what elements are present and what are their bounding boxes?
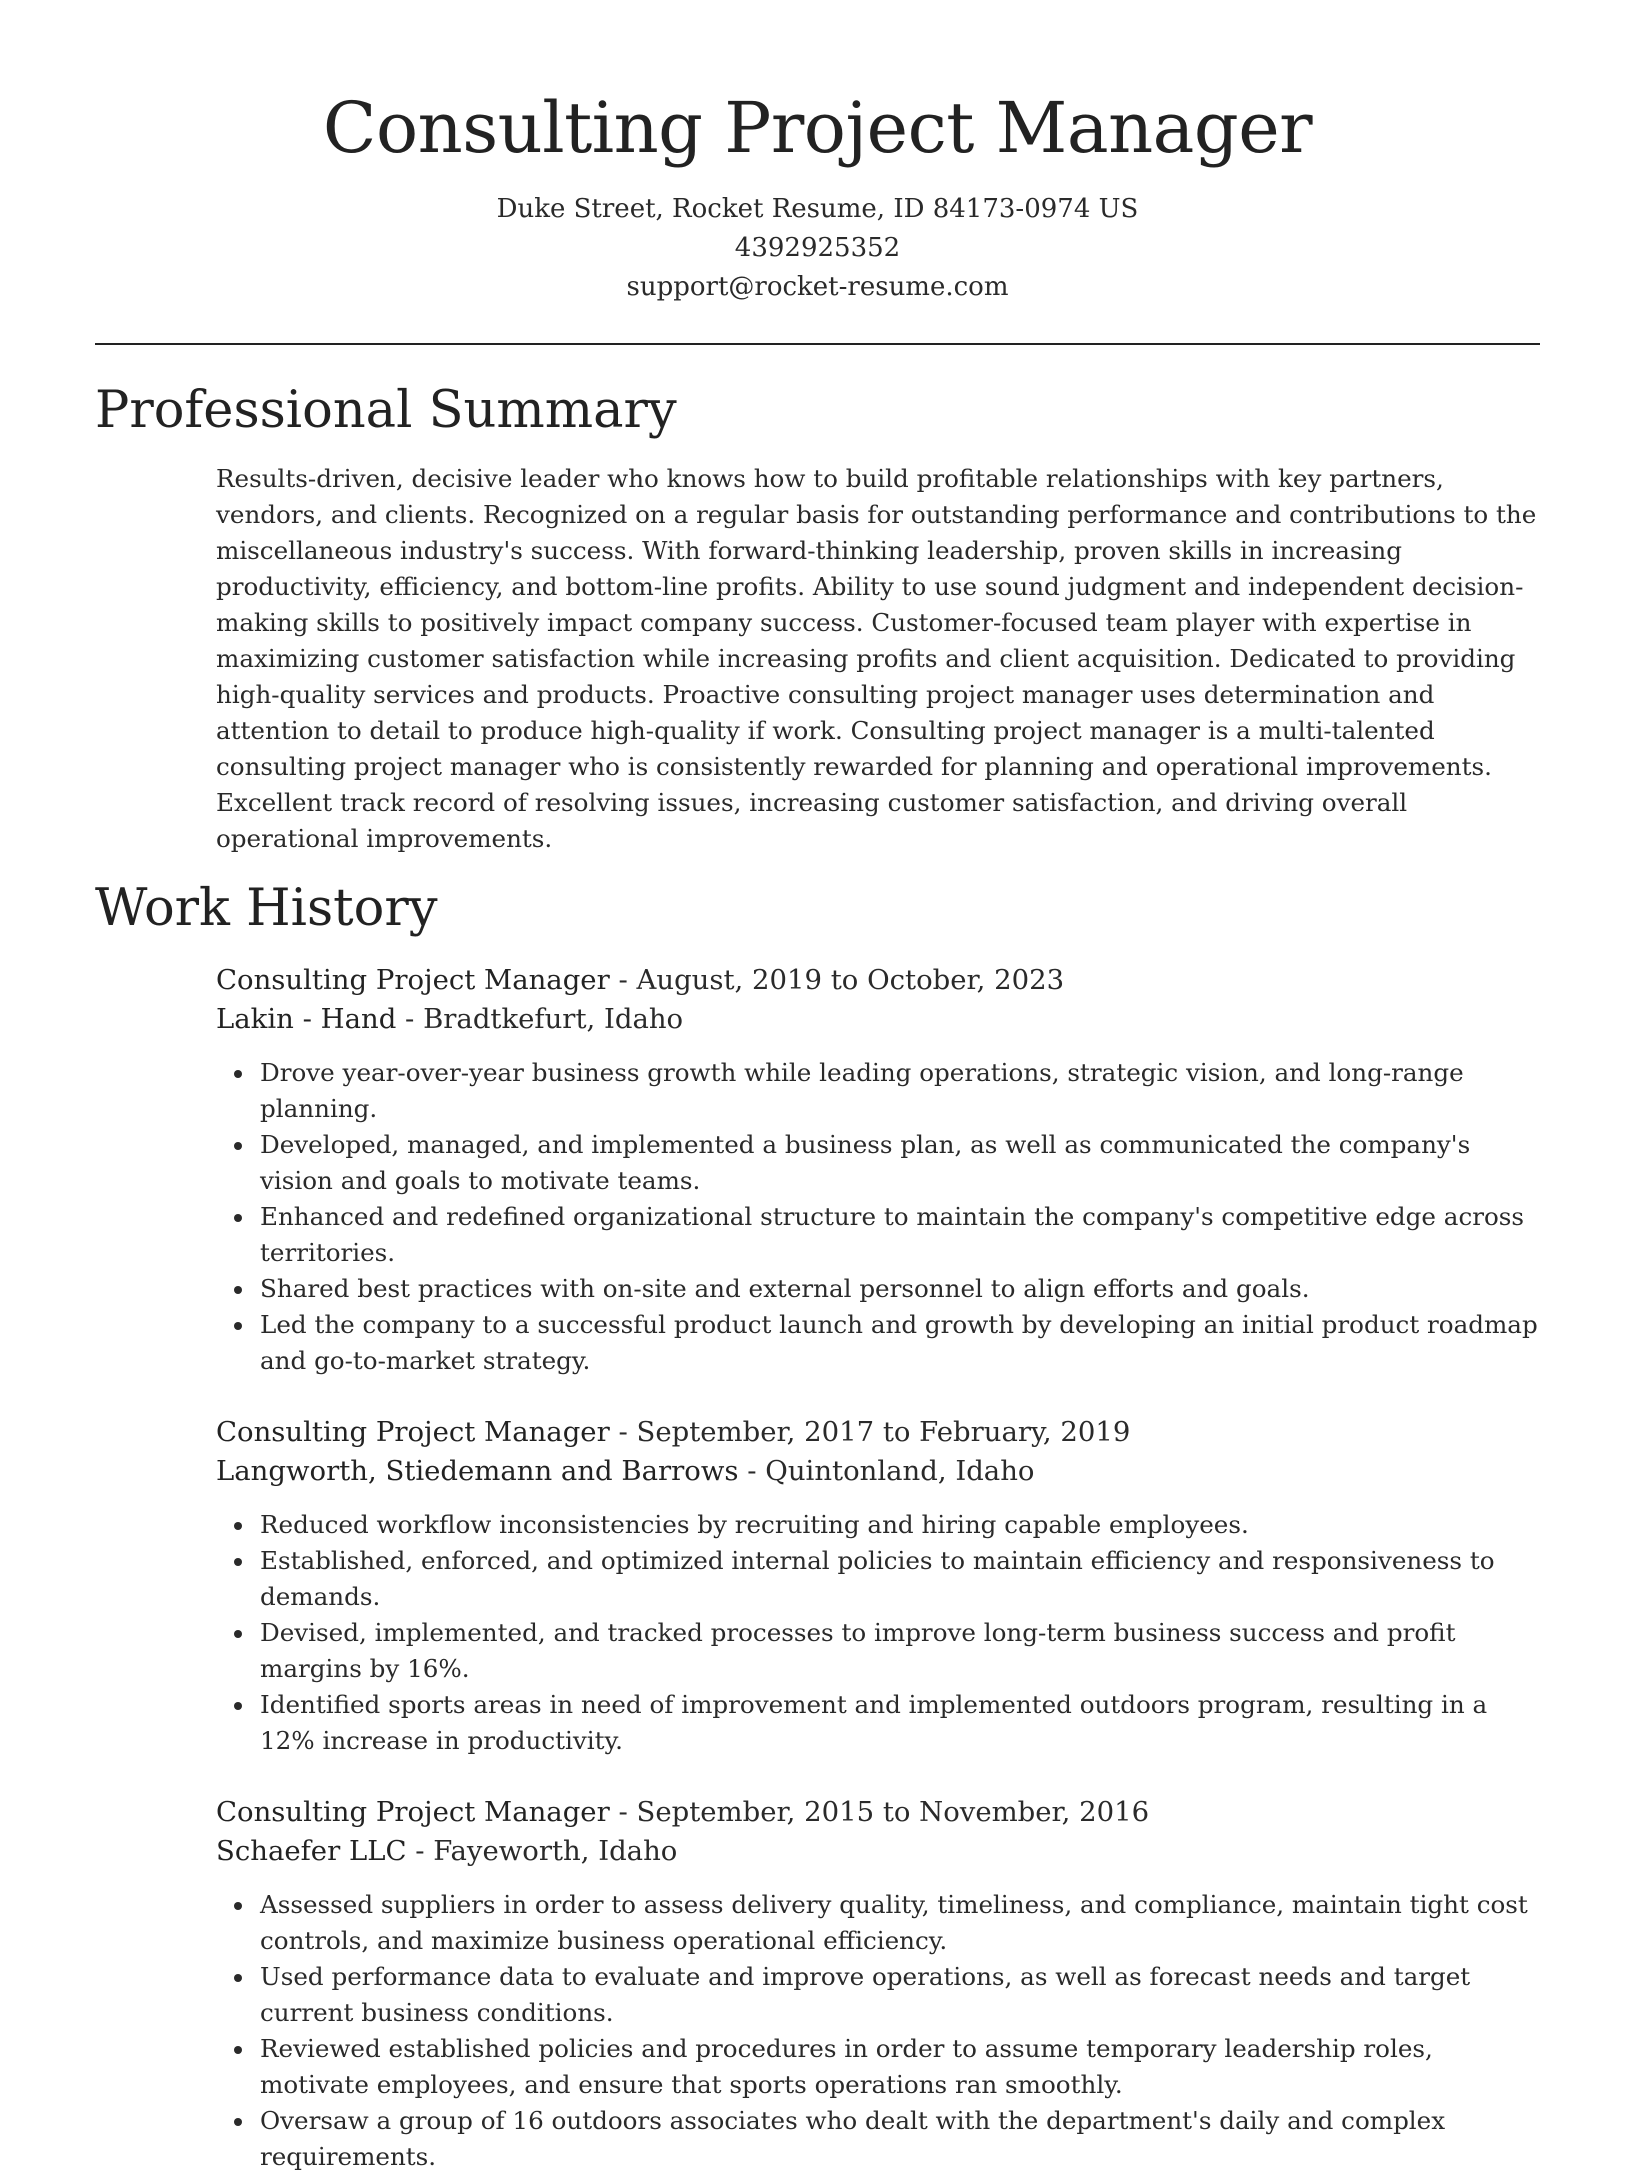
job-entry	[216, 1793, 1540, 2175]
bullet-item: Led the company to a successful product launch and growth by developing an initial product roadmap and go-to-market strategy.	[260, 1307, 1540, 1379]
summary-text: Results-driven, decisive leader who knows how to build profitable relationships with key partners, vendors, and clients. Recognized on a regular basis for outstanding performance and contributions to the miscellaneous industry's success. With forward-thinking leadership, proven skills in increasing productivity, efficiency, and bottom-line profits. Ability to use sound judgment and independent decision-making skills to positively impact company success. Customer-focused team player with expertise in maximizing customer satisfaction while increasing profits and client acquisition. Dedicated to providing high-quality services and products. Proactive consulting project manager uses determination and attention to detail to produce high-quality if work. Consulting project manager is a multi-talented consulting project manager who is consistently rewarded for planning and operational improvements. Excellent track record of resolving issues, increasing customer satisfaction, and driving overall operational improvements.	[216, 464, 1537, 853]
bullet-item: Used performance data to evaluate and improve operations, as well as forecast needs and target current business conditions.	[260, 1959, 1540, 2031]
job-title-line	[216, 1793, 1540, 1832]
bullet-item: Devised, implemented, and tracked processes to improve long-term business success and profit margins by 16%.	[260, 1615, 1540, 1687]
bullet-item: Oversaw a group of 16 outdoors associates who dealt with the department's daily and complex requirements.	[260, 2103, 1540, 2175]
job-bullets	[216, 1055, 1540, 1379]
phone-text: 4392925352	[734, 233, 901, 263]
address-text: Duke Street, Rocket Resume, ID 84173-0974 US	[496, 194, 1139, 224]
job-bullets	[216, 1887, 1540, 2175]
job-company: Schaefer LLC	[216, 1835, 407, 1867]
job-company: Lakin - Hand	[216, 1003, 397, 1035]
job-entry	[216, 1413, 1540, 1759]
bullet-item: Reduced workflow inconsistencies by recruiting and hiring capable employees.	[260, 1507, 1540, 1543]
header-divider	[95, 343, 1540, 345]
job-role: Consulting Project Manager	[216, 1796, 610, 1828]
bullet-item: Established, enforced, and optimized internal policies to maintain efficiency and responsiveness to demands.	[260, 1543, 1540, 1615]
bullet-item: Shared best practices with on-site and external personnel to align efforts and goals.	[260, 1271, 1540, 1307]
resume-page	[95, 0, 1540, 2171]
job-company: Langworth, Stiedemann and Barrows	[216, 1455, 739, 1487]
job-dates: - August, 2019 to October, 2023	[609, 964, 1065, 996]
job-location: - Quintonland, Idaho	[738, 1455, 1035, 1487]
job-title-line	[216, 961, 1540, 1000]
job-company-line	[216, 1452, 1540, 1491]
bullet-item: Enhanced and redefined organizational structure to maintain the company's competitive edge across territories.	[260, 1199, 1540, 1271]
job-entry	[216, 961, 1540, 1379]
job-role: Consulting Project Manager	[216, 1416, 610, 1448]
job-bullets	[216, 1507, 1540, 1759]
job-role: Consulting Project Manager	[216, 964, 610, 996]
job-location: - Bradtkefurt, Idaho	[396, 1003, 684, 1035]
job-title-line	[216, 1413, 1540, 1452]
email-text: support@rocket-resume.com	[626, 272, 1009, 302]
job-company-line	[216, 1000, 1540, 1039]
job-company-line	[216, 1832, 1540, 1871]
job-location: - Fayeworth, Idaho	[406, 1835, 678, 1867]
bullet-item: Drove year-over-year business growth while leading operations, strategic vision, and long-range planning.	[260, 1055, 1540, 1127]
contact-info	[95, 190, 1540, 307]
bullet-item: Reviewed established policies and procedures in order to assume temporary leadership roles, motivate employees, and ensure that sports operations ran smoothly.	[260, 2031, 1540, 2103]
job-dates: - September, 2017 to February, 2019	[609, 1416, 1131, 1448]
job-dates: - September, 2015 to November, 2016	[609, 1796, 1150, 1828]
work-history-heading: Work History	[95, 879, 438, 938]
bullet-item: Assessed suppliers in order to assess delivery quality, timeliness, and compliance, maintain tight cost controls, and maximize business operational efficiency.	[260, 1887, 1540, 1959]
resume-header	[95, 0, 1540, 307]
bullet-item: Identified sports areas in need of improvement and implemented outdoors program, resulting in a 12% increase in productivity.	[260, 1687, 1540, 1759]
summary-heading: Professional Summary	[95, 381, 677, 440]
bullet-item: Developed, managed, and implemented a business plan, as well as communicated the company's vision and goals to motivate teams.	[260, 1127, 1540, 1199]
page-title: Consulting Project Manager	[322, 87, 1313, 169]
